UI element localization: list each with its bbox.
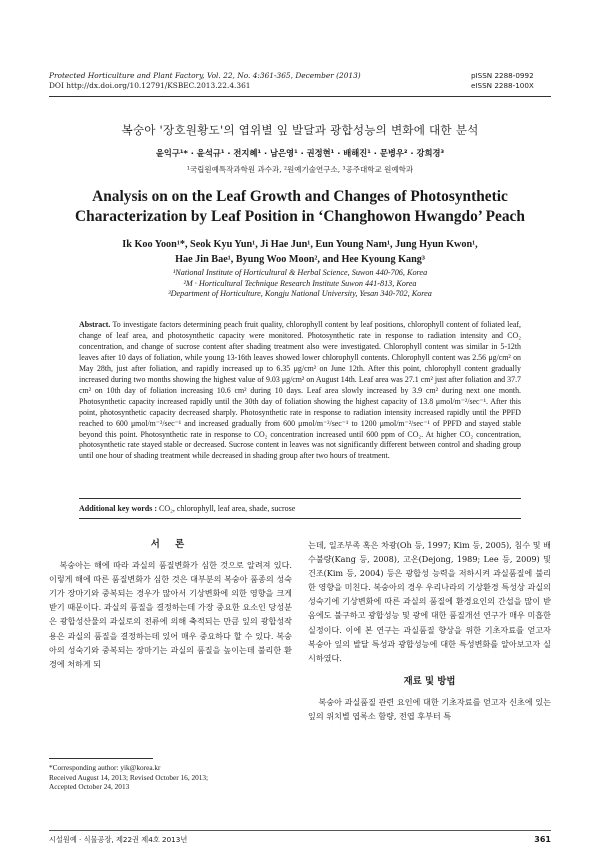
footer-divider	[49, 830, 551, 831]
page-number: 361	[534, 835, 551, 844]
affiliation-2: ²M · Horticultural Technique Research Institute Suwon 441-813, Korea	[183, 278, 417, 288]
english-affiliations	[0, 268, 600, 300]
english-authors	[0, 237, 600, 267]
affiliation-1: ¹National Institute of Horticultural & Herbal Science, Suwon 440-706, Korea	[172, 268, 428, 277]
header-citation	[49, 71, 409, 91]
accepted-date: Accepted October 24, 2013	[49, 782, 130, 792]
received-date: Received August 14, 2013; Revised October 16, 2013;	[49, 772, 209, 782]
keywords-label: Additional key words :	[79, 504, 158, 513]
english-title	[0, 187, 600, 227]
eissn: eISSN 2288-100X	[471, 81, 534, 90]
footer-journal: 시설원예 · 식물공장, 제22권 제4호 2013년	[49, 835, 188, 844]
abstract	[79, 320, 521, 462]
pissn: pISSN 2288-0992	[471, 71, 534, 80]
keywords	[79, 504, 521, 513]
journal-citation: Protected Horticulture and Plant Factory, Vol. 22, No. 4:361-365, December (2013)	[49, 71, 361, 80]
page-footer	[49, 835, 551, 845]
introduction-paragraph-1: 복숭아는 해에 따라 과실의 품질변화가 심한 것으로 알려져 있다. 이렇게 해에 따른 품질변화가 심한 것은 대부분의 복숭아 품종의 성숙기가 장마기와 중복되는 경우가 많아서 기상변화에 의한 영향을 크게 받기 때문이다. 과실의 품질을 결정하는데 가장 중요한 요소인 당성분은 광합성산물의 과실로의 전류에 의해 축적되는 만큼 잎의 광합성작용은 과실의 품질을 결정하는데 있어 매우 중요하다 할 수 있다. 복숭아의 성숙기와 중복되는 장마기는 과실의 품질을 높이는데 불리한 환경에 처하게 되	[49, 560, 292, 669]
keywords-text: CO₂, chlorophyll, leaf area, shade, sucrose	[159, 504, 296, 513]
body-column-left	[49, 538, 292, 671]
korean-title: 복숭아 '장호원황도'의 엽위별 잎 발달과 광합성능의 변화에 대한 분석	[121, 123, 479, 137]
section-methods-title: 재료 및 방법	[403, 675, 456, 687]
footnote	[49, 763, 299, 792]
korean-affiliations: ¹국립원예특작과학원 과수과, ²원예기술연구소, ³공주대학교 원예학과	[186, 165, 414, 174]
body-column-right	[308, 538, 551, 723]
corresponding-author: *Corresponding author: yik@korea.kr	[49, 763, 161, 772]
section-introduction-title: 서 론	[150, 539, 191, 550]
affiliation-3: ³Department of Horticulture, Kongju National University, Yesan 340-702, Korea	[168, 289, 432, 298]
doi-link[interactable]: DOI http://dx.doi.org/10.12791/KSBEC.2013.22.4.361	[49, 81, 251, 90]
english-authors-line-2: Hae Jin Bae¹, Byung Woo Moon², and Hee Kyoung Kang³	[175, 254, 425, 265]
footnote-divider	[49, 758, 153, 759]
english-authors-line-1: Ik Koo Yoon¹*, Seok Kyu Yun¹, Ji Hae Jun¹, Eun Young Nam¹, Jung Hyun Kwon¹,	[122, 239, 478, 250]
abstract-text: To investigate factors determining peach fruit quality, chlorophyll content by leaf positions, chlorophyll content of foliated leaf, change of leaf area, and photosynthetic capacity were monitored. Photosynthetic rate in response to radiation intensity and CO₂ concentration, and change of sucrose content after shading treatment also were investigated. Chlorophyll content was similar in 5-12th leaves after 10 days of foliation, while young 13-16th leaves showed lower chlorophyll contents. Chlorophyll content was 2.56 μg/cm² on May 28th, just after foliation, and rapidly increased up to 6.35 μg/cm² on June 12th. After this point, chlorophyll content gradually increased during two months showing the highest value of 9.03 μg/cm² on August 14th. Leaf area was 27.1 cm² just after foliation and 37.7 cm² on 10th day of foliation increasing 10.6 cm² during 10 days. Leaf area slowly increased by 3.9 cm² during next one month. Photosynthetic capacity increased rapidly until the 30th day of foliation showing the highest capacity of 13.8 μmol/m⁻²/sec⁻¹. After this point, photosynthetic capacity decreased sharply. Photosynthetic rate in response to radiation intensity increased rapidly until the PPFD reached to 600 μmol/m⁻²/sec⁻¹ and increased gradually from 600 μmol/m⁻²/sec⁻¹ to 1200 μmol/m⁻²/sec⁻¹ of PPFD and stayed stable beyond this point. Photosynthetic rate in response to CO₂ concentration increased until 600 ppm of CO₂. At higher CO₂ concentration, photosynthetic rate stayed stable or decreased. Sucrose content in leaves was not significantly different between control and shading group until one hour of shading treatment while decreased in shading group after two hours of treatment.	[79, 320, 521, 461]
methods-paragraph-1: 복숭아 과실품질 관련 요인에 대한 기초자료를 얻고자 신초에 있는 잎의 위치별 엽록소 함량, 전엽 후부터 특	[308, 696, 551, 722]
introduction-paragraph-continued: 는데, 일조부족 혹은 차광(Oh 등, 1997; Kim 등, 2005), 침수 및 배수불량(Kang 등, 2008), 고온(Dejong, 1989; Lee 등, 2009) 및 건조(Kim 등, 2004) 등은 광합성 능력을 저하시켜 과실품질에 불리한 영향을 미친다. 복숭아의 경우 우리나라의 기상환경 특성상 과실의 성숙기에 기상변화에 따른 과실의 품질에 환경요인의 간섭을 많이 받음에도 불구하고 광합성능 및 광에 대한 품질개선 연구가 매우 미흡한 실정이다. 이에 본 연구는 과실품질 향상을 위한 기초자료를 얻고자 복숭아 잎의 발달 특성과 광합성능에 대한 특성변화를 알아보고자 실시하였다.	[308, 540, 551, 663]
keywords-divider-top	[79, 498, 521, 499]
header-issn	[471, 71, 551, 91]
keywords-divider-bottom	[79, 518, 521, 519]
english-title-line-1: Analysis on on the Leaf Growth and Changes of Photosynthetic	[92, 188, 508, 205]
korean-authors: 윤익구¹* · 윤석규¹ · 전지혜¹ · 남은영¹ · 권정현¹ · 배해진¹ · 문병우² · 강희경³	[155, 148, 445, 158]
header-divider	[49, 96, 551, 97]
abstract-label: Abstract.	[79, 320, 111, 329]
english-title-line-2: Characterization by Leaf Position in ‘Changhowon Hwangdo’ Peach	[75, 208, 525, 225]
